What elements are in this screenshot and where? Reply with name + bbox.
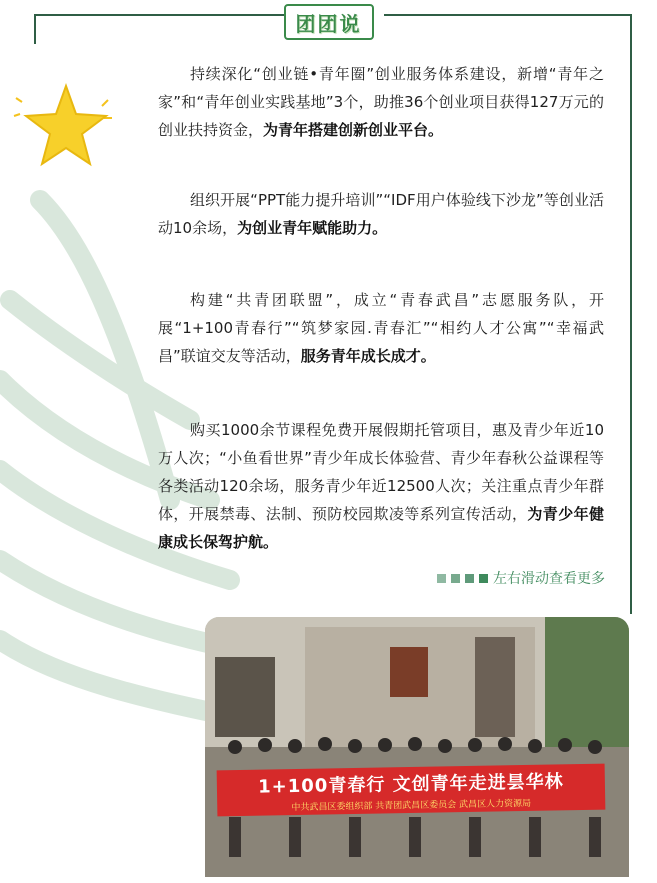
- swipe-square-icon: [437, 574, 446, 583]
- paragraph-4: [158, 416, 604, 556]
- paragraph-2-bold: 为创业青年赋能助力。: [237, 219, 388, 237]
- swipe-hint-label: 左右滑动查看更多: [493, 571, 605, 587]
- building-photo-icon: [205, 617, 629, 877]
- swipe-hint[interactable]: [437, 568, 605, 588]
- paragraph-3-bold: 服务青年成长成才。: [300, 347, 436, 365]
- frame-right: [630, 14, 632, 614]
- swipe-square-icon: [451, 574, 460, 583]
- event-photo[interactable]: [205, 617, 629, 877]
- paragraph-3-text: 构建“共青团联盟”，成立“青春武昌”志愿服务队，开展“1+100青春行”“筑梦家园.青春汇”“相约人才公寓”“幸福武昌”联谊交友等活动，: [158, 291, 604, 365]
- swipe-square-icon: [479, 574, 488, 583]
- banner-sub-text: 中共武昌区委组织部 共青团武昌区委员会 武昌区人力资源局: [291, 798, 532, 813]
- header: [0, 0, 657, 40]
- paragraph-2: [158, 186, 604, 242]
- paragraph-4-text: 购买1000余节课程免费开展假期托管项目，惠及青少年近10万人次；“小鱼看世界”青少年成长体验营、青少年春秋公益课程等各类活动120余场，服务青少年近12500人次；关注重点青少年群体，开展禁毒、法制、预防校园欺凌等系列宣传活动，: [158, 421, 604, 523]
- swipe-square-icon: [465, 574, 474, 583]
- paragraph-3: [158, 286, 604, 370]
- paragraph-1-bold: 为青年搭建创新创业平台。: [263, 121, 444, 139]
- event-banner: [217, 764, 606, 817]
- paragraph-1: [158, 60, 604, 144]
- banner-main-text: 1+100青春行 文创青年走进昙华林: [258, 770, 564, 798]
- paragraph-2-text: 组织开展“PPT能力提升培训”“IDF用户体验线下沙龙”等创业活动10余场，: [158, 191, 604, 237]
- paragraph-4-bold: 为青少年健康成长保驾护航。: [158, 505, 604, 551]
- star-icon: [8, 78, 118, 178]
- section-title: 团团说: [284, 4, 374, 40]
- paragraph-1-text: 持续深化“创业链•青年圈”创业服务体系建设，新增“青年之家”和“青年创业实践基地”3个，助推36个创业项目获得127万元的创业扶持资金，: [158, 65, 604, 139]
